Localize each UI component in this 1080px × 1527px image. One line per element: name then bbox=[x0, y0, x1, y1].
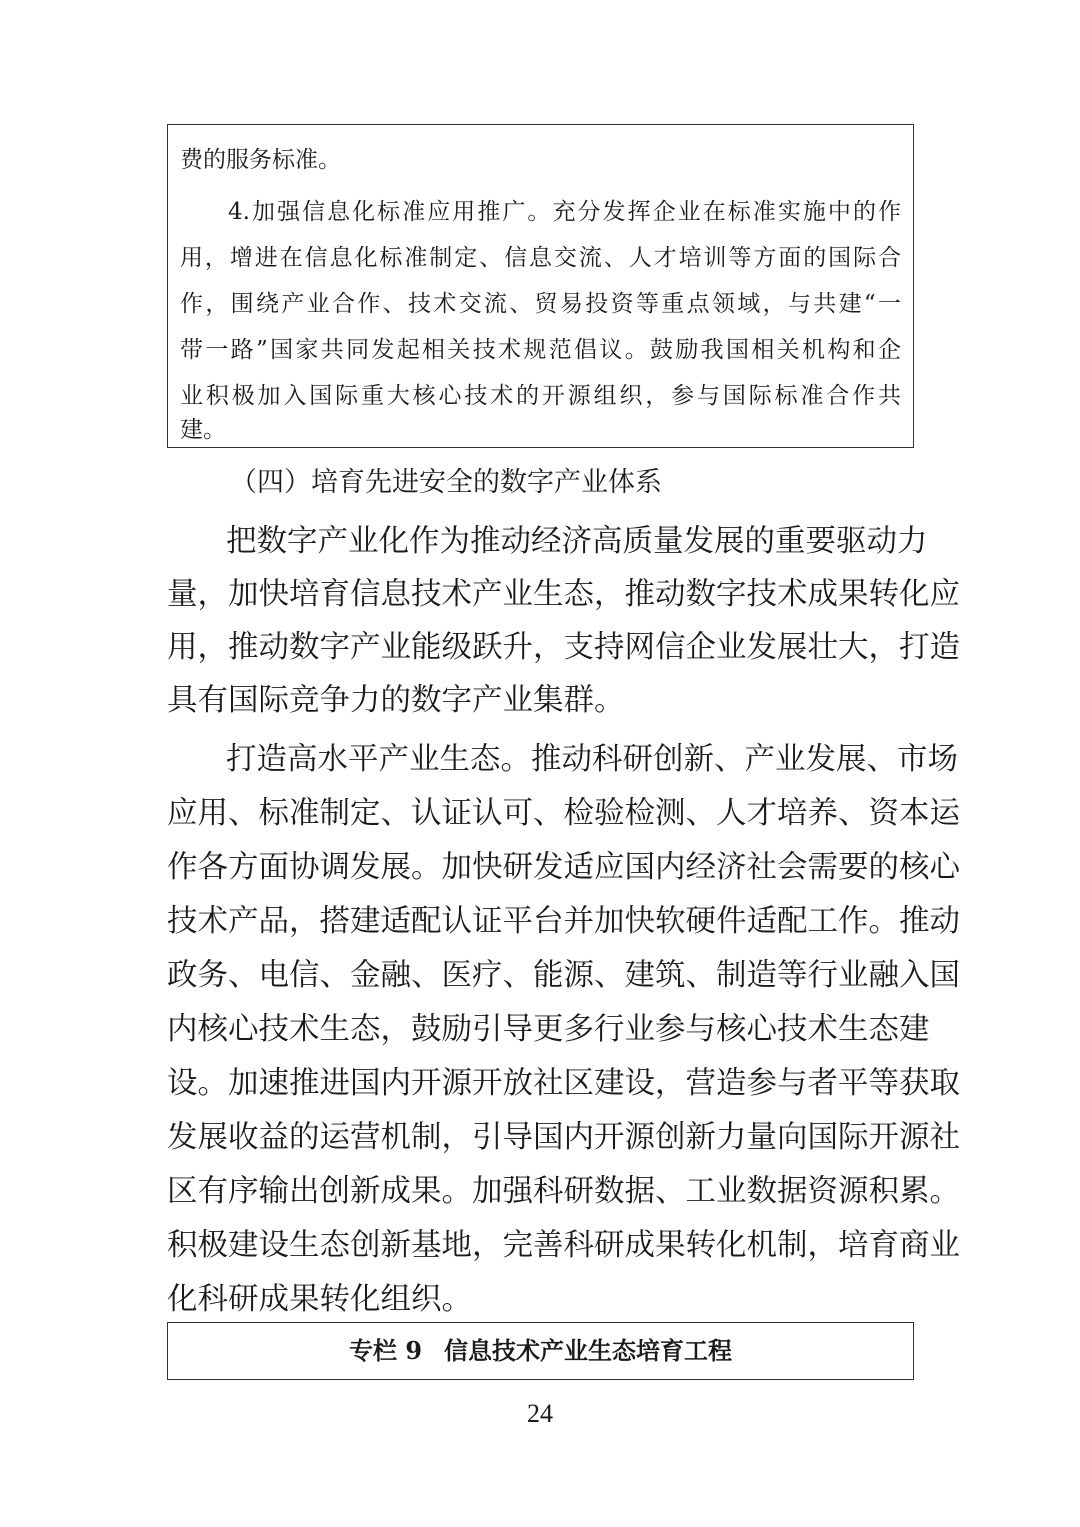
box-line: 4.加强信息化标准应用推广。充分发挥企业在标准实施中的作 bbox=[228, 199, 901, 225]
paragraph-line: 技术产品，搭建适配认证平台并加快软硬件适配工作。推动 bbox=[167, 904, 960, 939]
paragraph-line: 发展收益的运营机制，引导国内开源创新力量向国际开源社 bbox=[167, 1120, 960, 1155]
paragraph-line: 作各方面协调发展。加快研发适应国内经济社会需要的核心 bbox=[167, 850, 960, 885]
paragraph-line: 设。加速推进国内开源开放社区建设，营造参与者平等获取 bbox=[167, 1066, 960, 1101]
paragraph-line: 把数字产业化作为推动经济高质量发展的重要驱动力 bbox=[226, 524, 928, 559]
box-line: 带一路”国家共同发起相关技术规范倡议。鼓励我国相关机构和企 bbox=[180, 337, 901, 363]
column-title bbox=[168, 1335, 913, 1367]
column-label: 专栏 9 bbox=[348, 1336, 423, 1365]
paragraph-line: 积极建设生态创新基地，完善科研成果转化机制，培育商业 bbox=[167, 1228, 960, 1263]
paragraph-line: 具有国际竞争力的数字产业集群。 bbox=[167, 683, 625, 718]
box-line: 费的服务标准。 bbox=[180, 147, 341, 173]
box-line: 用，增进在信息化标准制定、信息交流、人才培训等方面的国际合 bbox=[180, 245, 901, 271]
highlight-box bbox=[167, 124, 914, 448]
section-heading: （四）培育先进安全的数字产业体系 bbox=[230, 467, 662, 498]
paragraph-line: 用，推动数字产业能级跃升，支持网信企业发展壮大，打造 bbox=[167, 630, 960, 665]
paragraph-line: 量，加快培育信息技术产业生态，推动数字技术成果转化应 bbox=[167, 577, 960, 612]
paragraph-line: 应用、标准制定、认证认可、检验检测、人才培养、资本运 bbox=[167, 796, 960, 831]
paragraph-line: 内核心技术生态，鼓励引导更多行业参与核心技术生态建 bbox=[167, 1012, 930, 1047]
page-number: 24 bbox=[527, 1399, 553, 1428]
paragraph-line: 区有序输出创新成果。加强科研数据、工业数据资源积累。 bbox=[167, 1174, 960, 1209]
box-line: 建。 bbox=[180, 417, 226, 443]
box-line: 作，围绕产业合作、技术交流、贸易投资等重点领域，与共建“一 bbox=[180, 291, 901, 317]
column-box bbox=[167, 1322, 914, 1380]
paragraph-line: 政务、电信、金融、医疗、能源、建筑、制造等行业融入国 bbox=[167, 958, 960, 993]
paragraph-line: 化科研成果转化组织。 bbox=[167, 1282, 472, 1317]
column-name: 信息技术产业生态培育工程 bbox=[444, 1336, 733, 1365]
paragraph-line: 打造高水平产业生态。推动科研创新、产业发展、市场 bbox=[226, 742, 958, 777]
box-line: 业积极加入国际重大核心技术的开源组织，参与国际标准合作共 bbox=[180, 383, 901, 409]
